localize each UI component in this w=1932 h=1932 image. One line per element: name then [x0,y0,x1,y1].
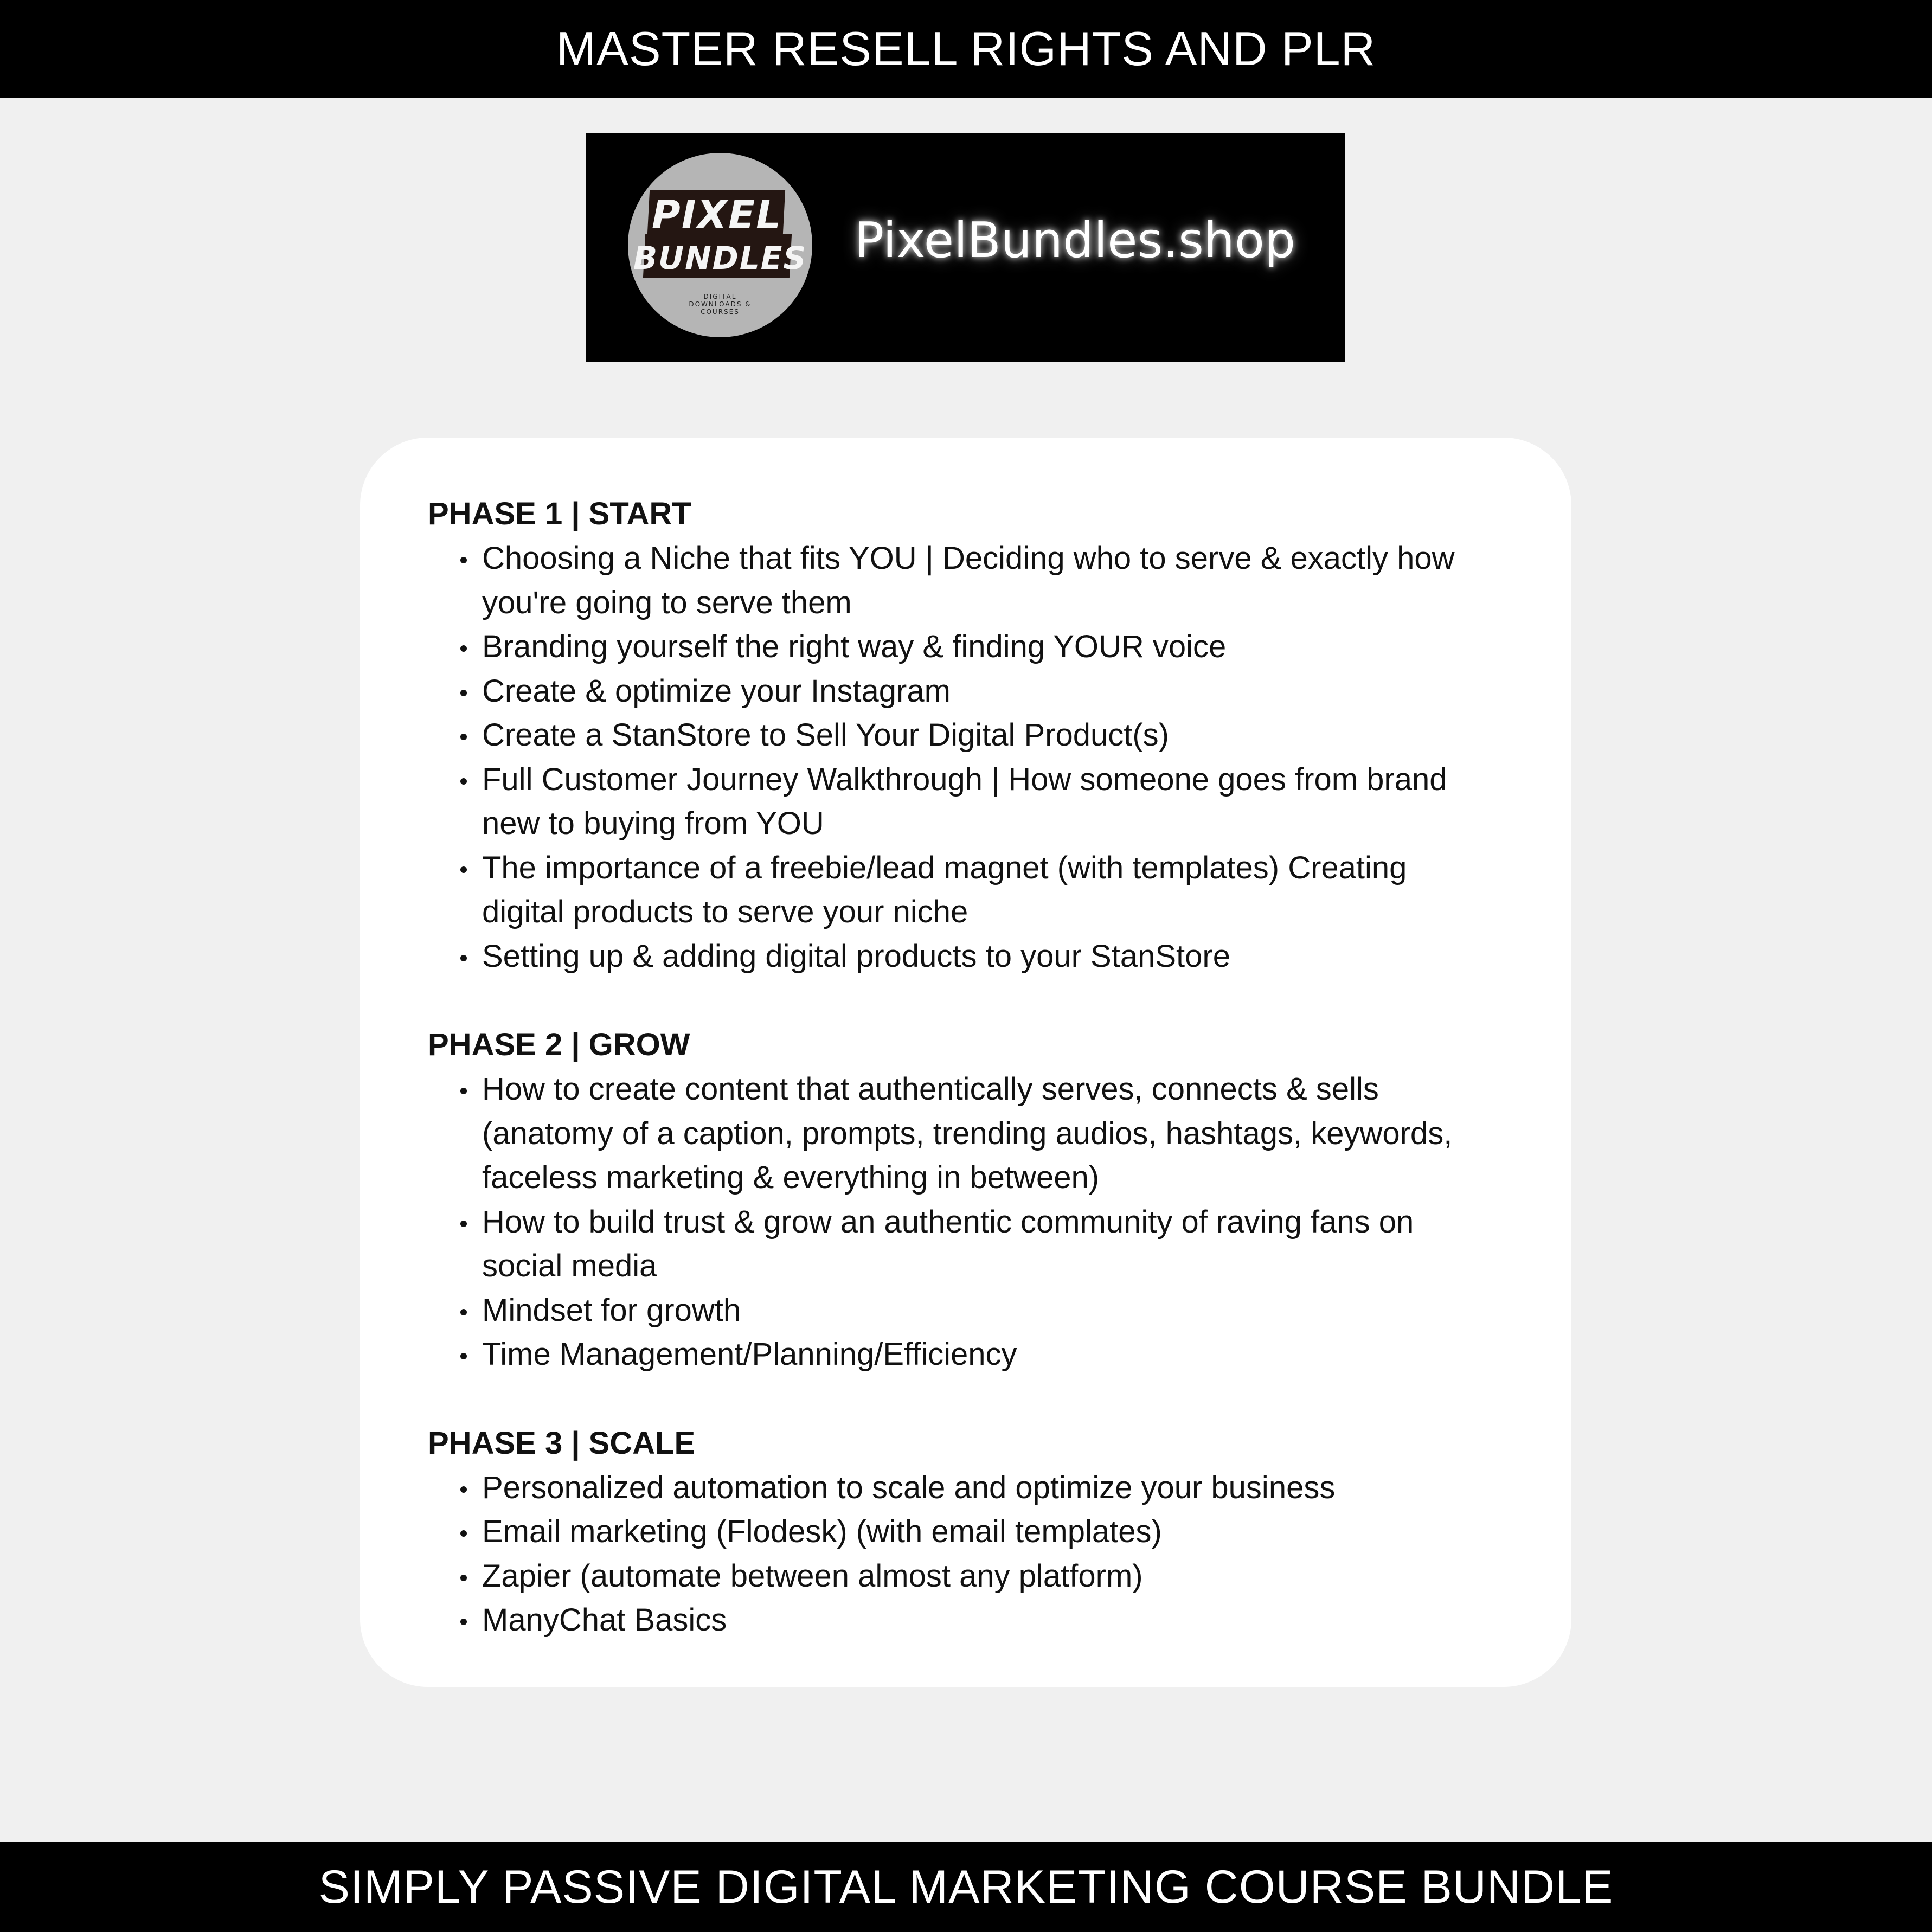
phase-items [428,1067,1485,1377]
site-name: PixelBundles.shop [855,212,1296,269]
course-outline-card [360,438,1571,1687]
phase-title: PHASE 1 | START [428,496,691,531]
list-item: Setting up & adding digital products to your StanStore [482,934,1485,979]
list-item: Personalized automation to scale and optimize your business [482,1466,1485,1510]
logo-tagline-line: DOWNLOADS & [689,300,752,308]
list-item: The importance of a freebie/lead magnet (with templates) Creating digital products to serve your niche [482,846,1485,934]
footer-title: SIMPLY PASSIVE DIGITAL MARKETING COURSE BUNDLE [318,1860,1614,1913]
list-item: Zapier (automate between almost any platform) [482,1554,1485,1599]
pixel-bundles-logo [628,153,812,337]
brand-banner [586,133,1345,362]
list-item: ManyChat Basics [482,1598,1485,1642]
list-item: Full Customer Journey Walkthrough | How someone goes from brand new to buying from YOU [482,758,1485,846]
list-item: Create & optimize your Instagram [482,669,1485,714]
phase-list [428,492,1485,1642]
header-title: MASTER RESELL RIGHTS AND PLR [556,22,1376,75]
header-bar [0,0,1932,98]
logo-tagline-line: DIGITAL [703,293,737,300]
footer-bar [0,1842,1932,1932]
list-item: Branding yourself the right way & finding YOUR voice [482,625,1485,669]
logo-word-pixel: PIXEL [651,192,782,238]
phase-items [428,1466,1485,1642]
list-item: Choosing a Niche that fits YOU | Deciding who to serve & exactly how you're going to serve them [482,536,1485,625]
phase-title: PHASE 3 | SCALE [428,1425,696,1461]
logo-tagline-line: COURSES [701,308,740,316]
list-item: Email marketing (Flodesk) (with email templates) [482,1510,1485,1554]
phase-items [428,536,1485,978]
list-item: How to build trust & grow an authentic community of raving fans on social media [482,1200,1485,1288]
logo-tagline [628,293,812,316]
list-item: How to create content that authentically serves, connects & sells (anatomy of a caption, prompts, trending audios, hashtags, keywords, faceless marketing & everything in between) [482,1067,1485,1200]
phase-section [428,492,1485,978]
list-item: Time Management/Planning/Efficiency [482,1332,1485,1377]
list-item: Create a StanStore to Sell Your Digital Product(s) [482,713,1485,758]
phase-section [428,1421,1485,1642]
phase-section [428,1023,1485,1377]
logo-word-bundles: BUNDLES [633,240,807,277]
list-item: Mindset for growth [482,1288,1485,1333]
phase-title: PHASE 2 | GROW [428,1027,690,1062]
